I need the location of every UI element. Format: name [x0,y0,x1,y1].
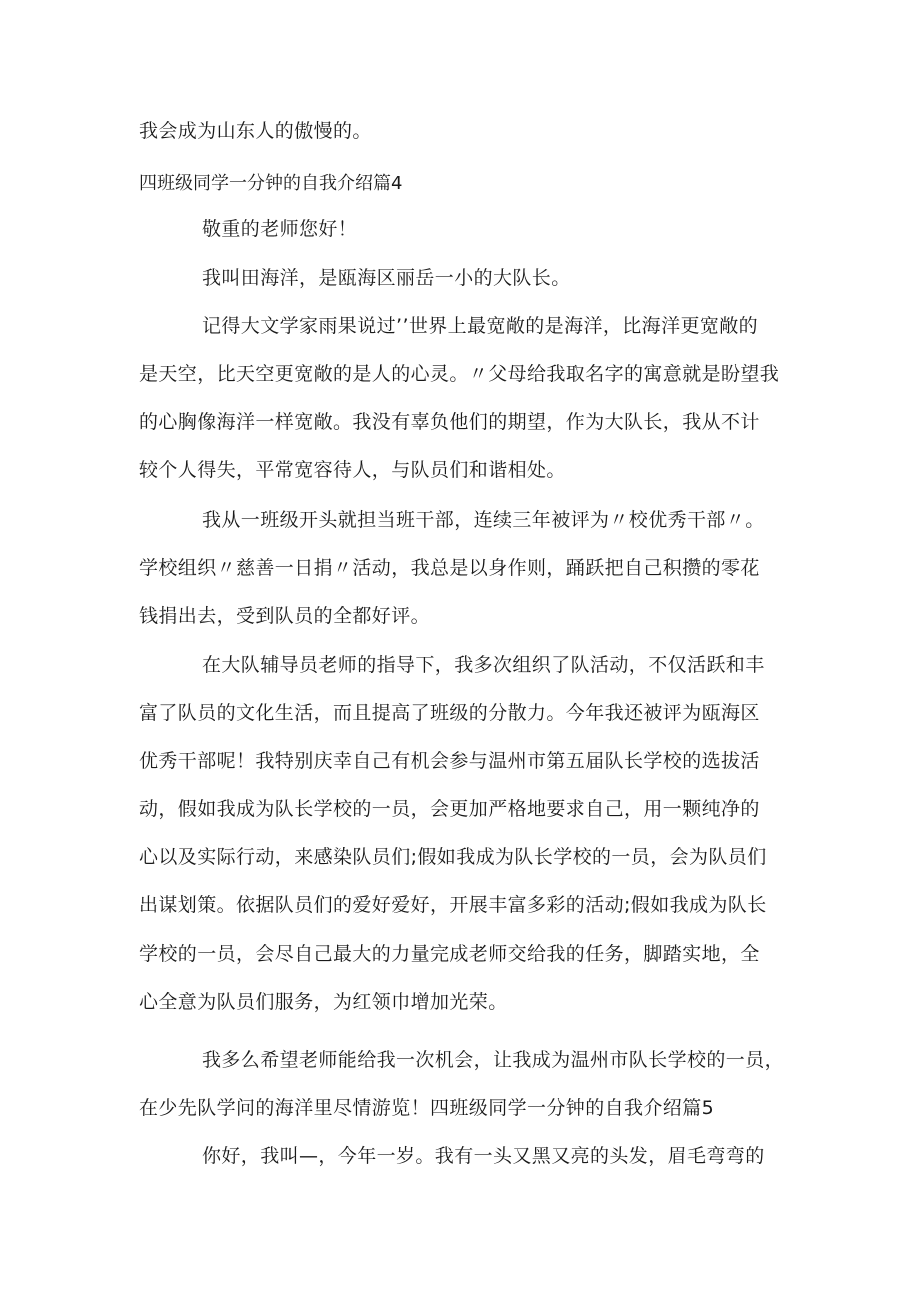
paragraph-line: 我叫田海洋，是瓯海区丽岳一小的大队长。 [202,267,571,289]
paragraph-line: 在大队辅导员老师的指导下，我多次组织了队活动，不仅活跃和丰 [202,654,765,676]
paragraph-line: 记得大文学家雨果说过’’世界上最宽敞的是海洋，比海洋更宽敞的 [202,315,759,337]
paragraph-line: 我会成为山东人的傲慢的。 [139,120,372,142]
paragraph-line: 富了队员的文化生活，而且提高了班级的分散力。今年我还被评为瓯海区 [139,702,760,724]
paragraph-line: 心全意为队员们服务，为红领巾增加光荣。 [139,991,508,1013]
paragraph-line: 我从一班级开头就担当班干部，连续三年被评为〃校优秀干部〃。 [202,509,765,531]
paragraph-line: 较个人得失，平常宽容待人，与队员们和谐相处。 [139,459,566,481]
paragraph-line: 学校组织〃慈善一日捐〃活动，我总是以身作则，踊跃把自己积攒的零花 [139,557,760,579]
paragraph-line: 优秀干部呢！我特别庆幸自己有机会参与温州市第五届队长学校的选拔活 [139,750,760,772]
paragraph-line: 的心胸像海洋一样宽敞。我没有辜负他们的期望，作为大队长，我从不计 [139,411,760,433]
paragraph-line: 钱捐出去，受到队员的全都好评。 [139,605,431,627]
paragraph-line: 心以及实际行动，来感染队员们;假如我成为队长学校的一员，会为队员们 [139,846,767,868]
paragraph-line: 你好，我叫—，今年一岁。我有一头又黑又亮的头发，眉毛弯弯的 [202,1145,765,1167]
section-heading: 四班级同学一分钟的自我介绍篇4 [139,173,403,194]
paragraph-line: 动，假如我成为队长学校的一员，会更加严格地要求自己，用一颗纯净的 [139,798,760,820]
greeting-line: 敬重的老师您好！ [202,218,358,240]
paragraph-line: 是天空，比天空更宽敞的是人的心灵。〃父母给我取名字的寓意就是盼望我 [139,363,780,385]
paragraph-line: 出谋划策。依据队员们的爱好爱好，开展丰富多彩的活动;假如我成为队长 [139,894,767,916]
paragraph-line: 我多么希望老师能给我一次机会，让我成为温州市队长学校的一员， [202,1049,785,1071]
paragraph-line: 在少先队学问的海洋里尽情游览！四班级同学一分钟的自我介绍篇5 [139,1097,715,1119]
paragraph-line: 学校的一员，会尽自己最大的力量完成老师交给我的任务，脚踏实地，全 [139,943,760,965]
